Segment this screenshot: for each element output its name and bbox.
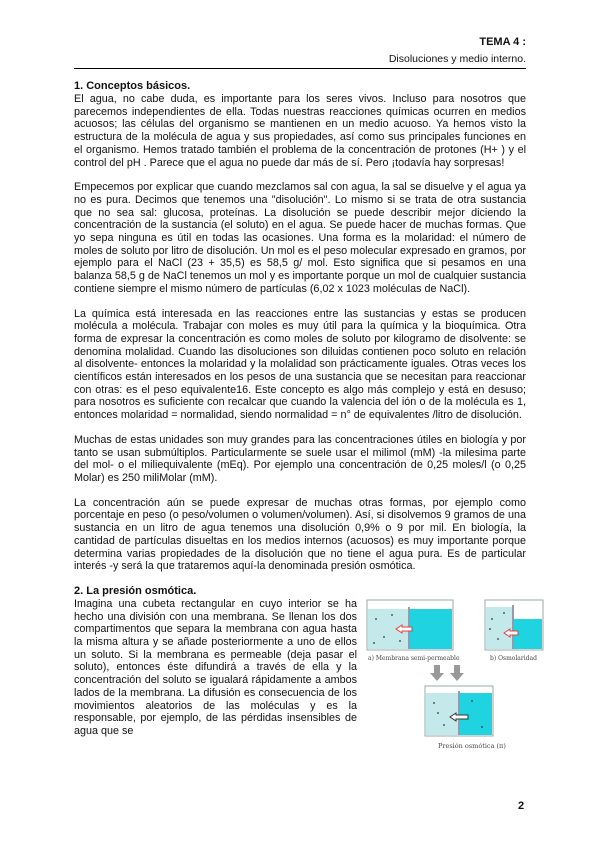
solute-dot xyxy=(489,628,491,630)
osmosis-figure xyxy=(366,599,537,759)
caption-c: Presión osmótica (π) xyxy=(438,741,506,750)
paragraph-1: El agua, no cabe duda, es importante para los seres vivos. Incluso para nosotros que parecemos independientes de ella. Todas nuestras reacciones químicas ocurren en medios acuosos; las células del organismo se mantienen en un medio acuoso. Ya hemos visto la estructura de la molécula de agua y sus propiedades, así como sus principales funciones en el organismo. Hemos tratado también el problema de la concentración de protones (H+ ) y el control del pH . Parece que el agua no puede dar más de sí. Pero ¡todavía hay sorpresas! xyxy=(74,93,526,169)
solute-dot xyxy=(433,702,435,704)
left-compartment xyxy=(426,693,458,735)
solute-dot xyxy=(399,640,401,642)
solute-dot xyxy=(373,642,375,644)
paragraph-3: La química está interesada en las reacciones entre las sustancias y estas se producen molécula a molécula. Trabajar con moles es muy útil para la química y la bioquímica. Otra forma de expresar la concentración es como moles de soluto por kilogramo de disolvente: se denomina molalidad. Cuando las disoluciones son diluidas contienen poco soluto en relación al disolvente- entonces la molaridad y la molalidad son prácticamente iguales. Otras veces los científicos están interesados en los pesos de una sustancia que se necesitan para reaccionar con otras: es el peso equivalente16. Este concepto es algo más complejo y está en desuso; para nosotros es suficiente con recalcar que cuando la valencia del ión o de la molécula es 1, entonces molaridad = normalidad, siendo normalidad = n° de equivalentes /litro de disolución. xyxy=(74,307,526,422)
header-rule xyxy=(74,68,526,69)
solute-dot xyxy=(437,712,439,714)
osmosis-panel-b xyxy=(484,599,544,651)
caption-b: b) Osmolaridad xyxy=(490,654,537,662)
down-arrows xyxy=(430,665,470,683)
section-2 xyxy=(74,584,537,750)
page-content xyxy=(74,80,537,750)
solute-dot xyxy=(383,636,385,638)
paragraph-4: Muchas de estas unidades son muy grandes para las concentraciones útiles en biología y por tanto se usan submúltiplos. Particularmente se suele usar el milimol (mM) -la milesima parte del mol- o el miliequivalente (mEq). Por ejemplo una concentración de 0,25 moles/l (o 0,25 Molar) es 250 miliMolar (mM). xyxy=(74,433,526,484)
osmosis-panel-a xyxy=(366,599,454,651)
left-compartment xyxy=(486,607,512,649)
section-1-heading: 1. Conceptos básicos. xyxy=(74,80,191,92)
section-2-heading: 2. La presión osmótica. xyxy=(74,584,197,597)
solute-dot xyxy=(391,614,393,616)
solute-dot xyxy=(481,726,483,728)
paragraph-5: La concentración aún se puede expresar de muchas otras formas, por ejemplo como porcentaje en peso (o peso/volumen o volumen/volumen). Así, si disolvemos 9 gramos de una sustancia en un litro de agua tenemos una disolución 0,9% o 9 por mil. En biología, la cantidad de partículas disueltas en los medios internos (acuosos) es muy importante porque determina varias propiedades de la disolución que no tiene el agua pura. Es de particular interés -y será la que trataremos aquí-la denominada presión osmótica. xyxy=(74,496,526,573)
solute-dot xyxy=(491,618,493,620)
down-arrow-icon xyxy=(430,665,444,681)
paragraph-2: Empecemos por explicar que cuando mezclamos sal con agua, la sal se disuelve y el agua ya no es pura. Decimos que tenemos una "disolución". Lo mismo si se trata de otra sustancia que no sea sal: glucosa, proteínas. La disolución se puede describir mejor diciendo la concentración de la sustancia (el soluto) en el agua. Se puede hacer de muchas formas. Que yo sepa ninguna es útil en todas las ocasiones. Una forma es la molaridad: el número de moles de soluto por litro de disolución. Un mol es el peso molecular expresado en gramos, por ejemplo para el NaCl (23 + 35,5) es 58,5 g/ mol. Esto significa que si pesamos en una balanza 58,5 g de NaCl tenemos un mol y es importante porque un mol de cualquier sustancia contiene siempre el mismo número de partículas (6,02 x 1023 moléculas de NaCl). xyxy=(74,181,526,295)
down-arrow-icon xyxy=(450,665,464,681)
caption-a: a) Membrana semi-permeable xyxy=(368,654,460,662)
document-subtitle: Disoluciones y medio interno. xyxy=(388,53,526,65)
section-2-paragraph: Imagina una cubeta rectangular en cuyo interior se ha hecho una división con una membrana. Se llenan los dos compartimentos que separa la membrana con agua hasta la misma altura y se añade posteriormente a uno de ellos un soluto. Si la membrana es permeable (deja pasar el soluto), entonces éste difundirá a través de ella y la concentración del soluto se igualará rápidamente a ambos lados de la membrana. La difusión es consecuencia de los movimientos aleatorios de las moléculas y es la responsable, por ejemplo, de las pérdidas insensibles de agua que se xyxy=(74,597,357,737)
right-compartment xyxy=(460,693,492,735)
page-number: 2 xyxy=(518,800,525,812)
right-compartment xyxy=(410,609,452,649)
solute-dot xyxy=(443,724,445,726)
solute-dot xyxy=(471,700,473,702)
solute-dot xyxy=(503,612,505,614)
document-title: TEMA 4 : xyxy=(479,36,526,48)
solute-dot xyxy=(375,618,377,620)
osmosis-panel-c xyxy=(424,685,494,737)
solute-dot xyxy=(497,638,499,640)
